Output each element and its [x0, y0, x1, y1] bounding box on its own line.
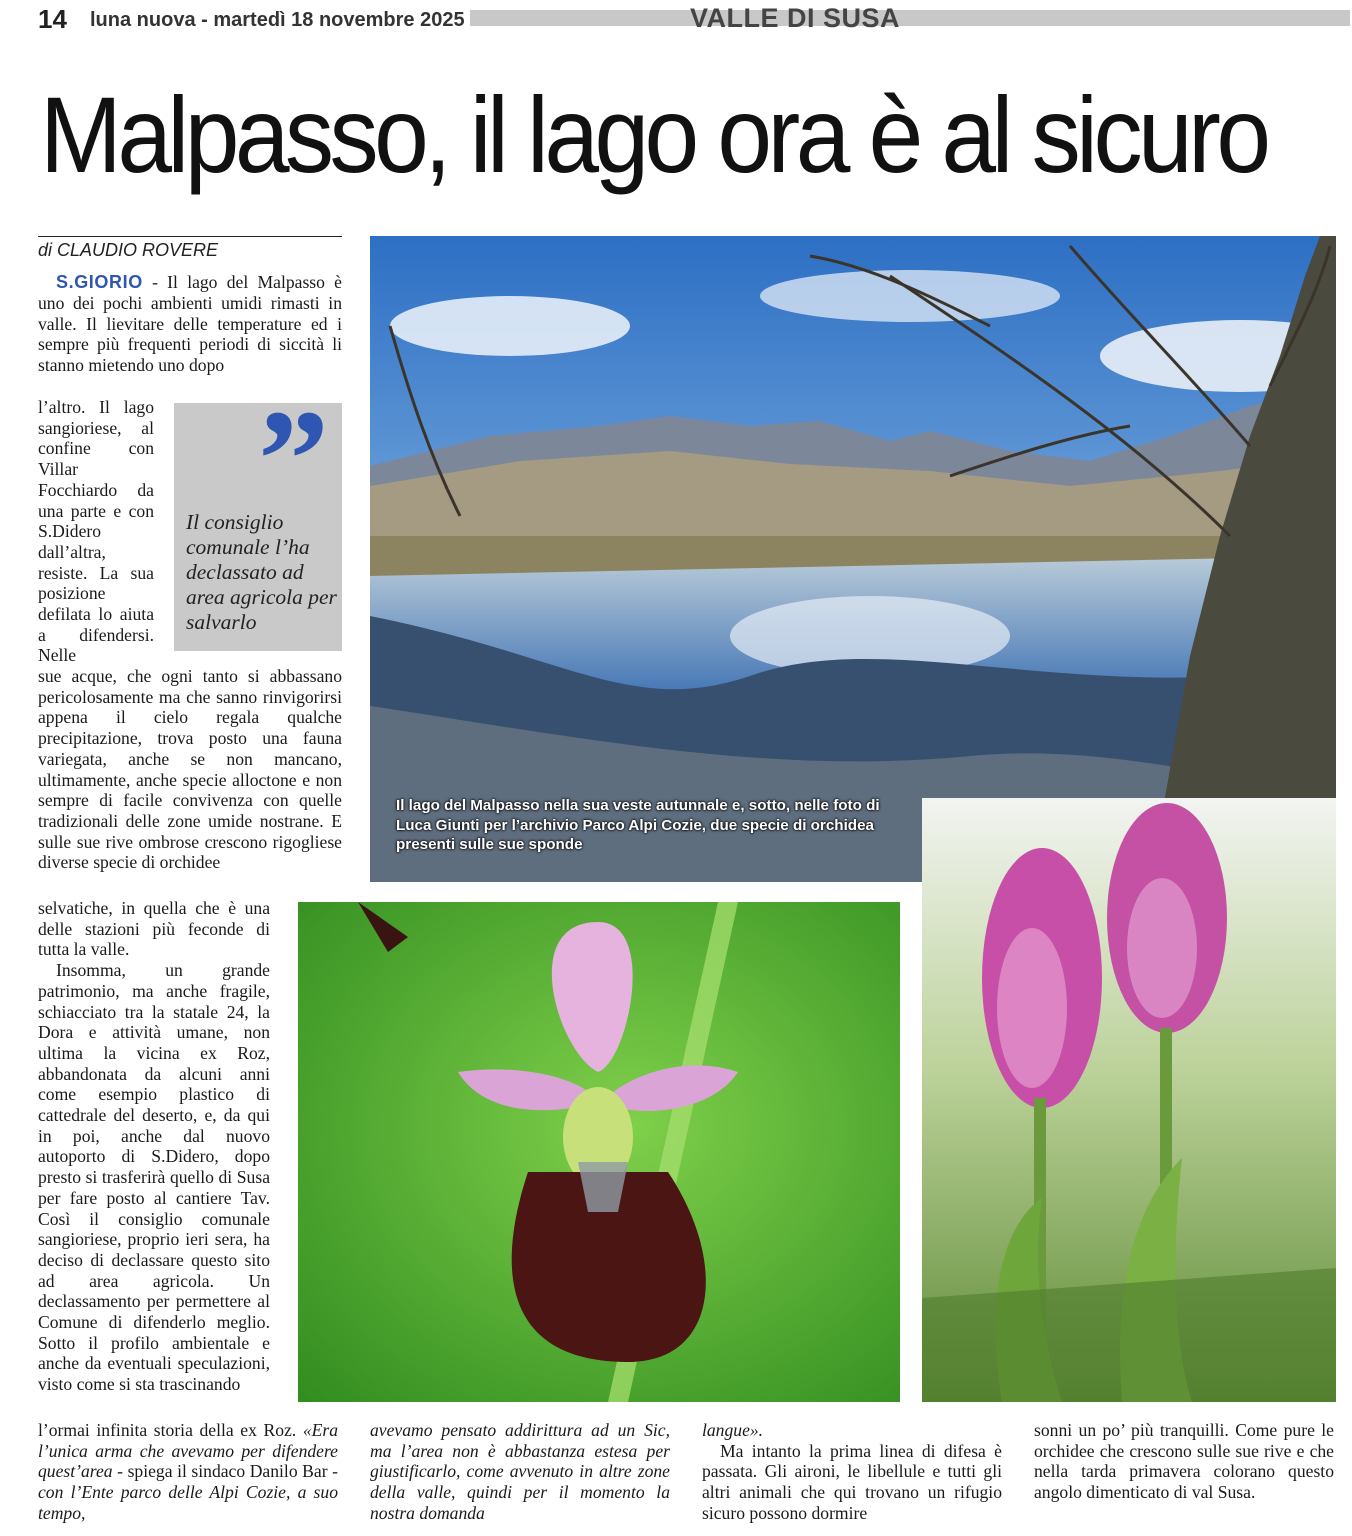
byline-rule [38, 236, 342, 237]
article-paragraph-1d [38, 898, 270, 1395]
page-number: 14 [38, 4, 67, 34]
article-text-3: l’ormai infinita storia della ex Roz. [38, 1420, 297, 1440]
section-title: VALLE DI SUSA [689, 3, 900, 33]
pull-quote: Il consiglio comunale l’ha declassato ad area agricola per salvarlo [186, 510, 337, 634]
article-paragraph-4: Ma intanto la prima linea di difesa è passata. Gli aironi, le libellule e tutti gli altri animali che qui trovano un rifugio sicuro possono dormire [702, 1440, 1002, 1523]
mayor-quote-1: «Era l’unica arma che avevamo per difendere quest’area [38, 1420, 339, 1482]
pink-orchids-photo [922, 798, 1336, 1402]
quote-mark-icon: ” [258, 380, 329, 538]
article-paragraph-3 [38, 1420, 338, 1524]
publication-date: luna nuova - martedì 18 novembre 2025 [90, 9, 465, 31]
lake-photo [370, 236, 1336, 882]
dateline: S.GIORIO [56, 272, 143, 292]
photo-caption: Il lago del Malpasso nella sua veste autunnale e, sotto, nelle foto di Luca Giunti per l’archivio Parco Alpi Cozie, due specie di orchidea presenti sulle sue sponde [396, 797, 880, 853]
article-column-4: sonni un po’ più tranquilli. Come pure le orchidee che crescono sulle sue rive e che nella tarda primavera colorano questo angolo dimenticato di val Susa. [1034, 1420, 1334, 1503]
quote-end: langue». [702, 1420, 764, 1440]
article-paragraph-2: Insomma, un grande patrimonio, ma anche fragile, schiacciato tra la statale 24, la Dora e attività umane, non ultima la vicina ex Roz, abbandonata da alcuni anni come esempio plastico di cattedrale del deserto, e, da qui in poi, anche dal nuovo autoporto di S.Didero, dopo presto si trasferirà quello di Susa per fare posto al cantiere Tav. Così il consiglio comunale sangioriese, proprio ieri sera, ha deciso di declassare questo sito ad area agricola. Un declassamento per permettere al Comune di difenderlo meglio. Sotto il profilo ambientale e anche da eventuali speculazioni, visto come si sta trascinando [38, 960, 270, 1395]
bee-orchid-photo [298, 902, 900, 1402]
article-text-1d: selvatiche, in quella che è una delle stazioni più feconde di tutta la valle. [38, 898, 270, 960]
article-paragraph-1a [38, 272, 342, 376]
article-paragraph-1b: l’altro. Il lago sangioriese, al confine con Villar Focchiardo da una parte e con S.Didero dall’altra, resiste. La sua posizione defilata lo aiuta a difendersi. Nelle [38, 397, 154, 666]
article-text-1a: - Il lago del Malpasso è uno dei pochi ambienti umidi rimasti in valle. Il lievitare delle temperature ed i sempre più frequenti periodi di siccità li stanno mietendo uno dopo [38, 272, 342, 376]
byline: di CLAUDIO ROVERE [38, 240, 219, 260]
mayor-quote-2: con l’Ente parco delle Alpi Cozie, a suo tempo, [38, 1482, 338, 1523]
mayor-attribution: - spiega il sindaco Danilo Bar - [112, 1461, 338, 1482]
headline: Malpasso, il lago ora è al sicuro [40, 74, 1267, 195]
article-column-2: avevamo pensato addirittura ad un Sic, ma l’area non è abbastanza estesa per giustificarlo, come avvenuto in altre zone della valle, quindi per il momento la nostra domanda [370, 1420, 670, 1523]
article-paragraph-1c: sue acque, che ogni tanto si abbassano pericolosamente ma che sanno rinvigorirsi appena il cielo regala qualche precipitazione, trova posto una fauna variegata, anche se non mancano, ultimamente, anche specie alloctone e non sempre di facile convivenza con quelle tradizionali delle zone umide nostrane. E sulle sue rive ombrose crescono rigogliese diverse specie di orchidee [38, 666, 342, 873]
article-column-3 [702, 1420, 1002, 1524]
